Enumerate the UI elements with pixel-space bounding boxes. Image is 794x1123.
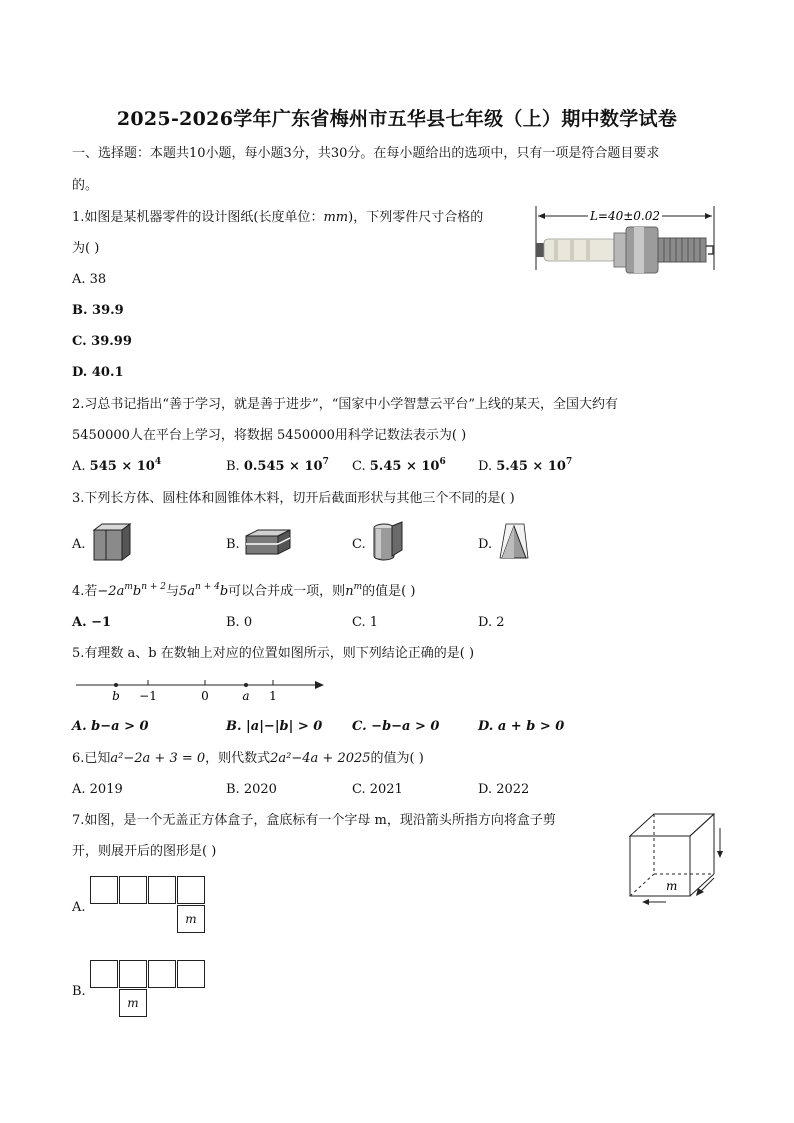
q1-stem-text-b: )，下列零件尺寸合格的 — [348, 210, 484, 225]
q3-figure-b-cuboid — [244, 528, 292, 558]
q2-option-a-exp: 4 — [154, 457, 162, 467]
q5-option-a: A. b−a > 0 — [72, 719, 149, 734]
q3-figure-c-cylinder — [368, 520, 408, 564]
q4-term1-sup1: m — [124, 582, 133, 592]
axis-label-neg1: −1 — [139, 689, 157, 703]
net-b-cell-m: m — [119, 989, 147, 1017]
axis-label-a: a — [242, 689, 250, 703]
net-a-cell-m: m — [177, 905, 205, 933]
q1-option-b: B. 39.9 — [72, 303, 124, 318]
q1-unit: mm — [323, 210, 349, 225]
q4-term1-sup2: n + 2 — [141, 582, 166, 592]
q4-option-a: A. −1 — [72, 615, 112, 630]
q4-term2-b: b — [219, 584, 229, 599]
q5-stem: 5.有理数 a、b 在数轴上对应的位置如图所示，则下列结论正确的是( ) — [72, 646, 475, 661]
q2-option-a-prefix: A. — [72, 459, 90, 474]
q7-label-b: B. — [72, 984, 86, 999]
q3-figure-a-cuboid — [88, 522, 134, 562]
axis-label-zero: 0 — [201, 689, 209, 703]
q2-option-c — [352, 459, 446, 475]
q4-stem — [72, 584, 415, 600]
q1-stem-text: 1.如图是某机器零件的设计图纸(长度单位： — [72, 210, 324, 225]
q7-stem-line1: 7.如图，是一个无盖正方体盒子，盒底标有一个字母 m，现沿箭头所指方向将盒子剪 — [72, 813, 556, 828]
q6-expr2: 2a²−4a + 2025 — [270, 751, 371, 766]
q3-label-c: C. — [352, 537, 366, 552]
q4-term2: 5a — [179, 584, 196, 599]
q7-label-a: A. — [72, 900, 86, 915]
q3-label-d: D. — [478, 537, 493, 552]
q2-option-c-base: 5.45 × 10 — [369, 459, 440, 474]
q2-option-d-prefix: D. — [478, 459, 497, 474]
q6-pre: 6.已知 — [72, 751, 111, 766]
q4-post: 可以合并成一项，则 — [228, 584, 346, 599]
q4-term1-b: b — [132, 584, 142, 599]
q1-option-a: A. 38 — [72, 272, 107, 287]
q2-option-b-exp: 7 — [322, 457, 329, 467]
q4-pre: 4.若 — [72, 584, 98, 599]
q6-mid: ，则代数式 — [205, 751, 271, 766]
q1-option-c: C. 39.99 — [72, 334, 132, 349]
q4-term2-sup: n + 4 — [195, 582, 220, 592]
q1-stem-line2: 为( ) — [72, 241, 100, 256]
q7-stem-line2: 开，则展开后的图形是( ) — [72, 844, 217, 859]
axis-label-b: b — [112, 689, 120, 703]
q2-option-a — [72, 459, 161, 475]
q5-option-c: C. −b−a > 0 — [352, 719, 440, 734]
spark-plug-figure — [530, 200, 720, 280]
q2-option-b — [226, 459, 329, 475]
q3-figure-d-cone — [494, 520, 534, 566]
q2-option-d-base: 5.45 × 10 — [496, 459, 566, 474]
q1-option-d: D. 40.1 — [72, 365, 124, 380]
q2-option-b-prefix: B. — [226, 459, 244, 474]
q6-option-d: D. 2022 — [478, 782, 530, 797]
q4-end: 的值是( ) — [362, 584, 416, 599]
net-b-cell — [119, 960, 147, 988]
axis-label-one: 1 — [269, 689, 277, 703]
q4-option-b: B. 0 — [226, 615, 253, 630]
q4-nm: n — [345, 584, 354, 599]
q5-number-line — [72, 674, 332, 704]
net-a-cell — [90, 876, 118, 904]
q2-stem-line1: 2.习总书记指出“善于学习，就是善于进步”，“国家中小学智慧云平台”上线的某天，全国大约有 — [72, 397, 618, 412]
q4-nm-sup: m — [353, 582, 363, 592]
net-b-cell — [148, 960, 176, 988]
net-a-cell — [177, 876, 205, 904]
cube-letter-m: m — [666, 879, 678, 893]
q6-option-c: C. 2021 — [352, 782, 403, 797]
q2-option-d-exp: 7 — [565, 457, 573, 467]
q4-option-c: C. 1 — [352, 615, 379, 630]
net-a-cell — [119, 876, 147, 904]
open-cube-figure — [624, 808, 728, 906]
net-b-cell — [90, 960, 118, 988]
q3-label-b: B. — [226, 537, 240, 552]
q6-expr1: a²−2a + 3 = 0 — [110, 751, 206, 766]
q6-option-b: B. 2020 — [226, 782, 277, 797]
spark-plug-length-label: L=40±0.02 — [589, 209, 661, 223]
q6-stem — [72, 751, 424, 767]
q2-option-c-exp: 6 — [439, 457, 446, 467]
q2-option-c-prefix: C. — [352, 459, 370, 474]
q3-label-a: A. — [72, 537, 86, 552]
section-heading-line1: 一、选择题：本题共10小题，每小题3分，共30分。在每小题给出的选项中，只有一项是符合题目要求 — [72, 146, 660, 161]
q2-stem-line2: 5450000人在平台上学习，将数据 5450000用科学记数法表示为( ) — [72, 428, 467, 443]
q2-option-b-base: 0.545 × 10 — [243, 459, 323, 474]
net-b-cell — [177, 960, 205, 988]
q4-option-d: D. 2 — [478, 615, 505, 630]
q4-term1: −2a — [97, 584, 125, 599]
q5-option-d: D. a + b > 0 — [478, 719, 565, 734]
q6-end: 的值为( ) — [370, 751, 424, 766]
q2-option-d — [478, 459, 572, 475]
net-a-cell — [148, 876, 176, 904]
q5-option-b: B. |a|−|b| > 0 — [226, 719, 323, 734]
q4-mid: 与 — [166, 584, 180, 599]
page-title: 2025-2026学年广东省梅州市五华县七年级（上）期中数学试卷 — [116, 108, 678, 130]
q2-option-a-base: 545 × 10 — [89, 459, 155, 474]
q3-stem: 3.下列长方体、圆柱体和圆锥体木料，切开后截面形状与其他三个不同的是( ) — [72, 491, 515, 506]
q1-stem-line1 — [72, 210, 483, 226]
section-heading-line2: 的。 — [72, 178, 99, 193]
q6-option-a: A. 2019 — [72, 782, 123, 797]
